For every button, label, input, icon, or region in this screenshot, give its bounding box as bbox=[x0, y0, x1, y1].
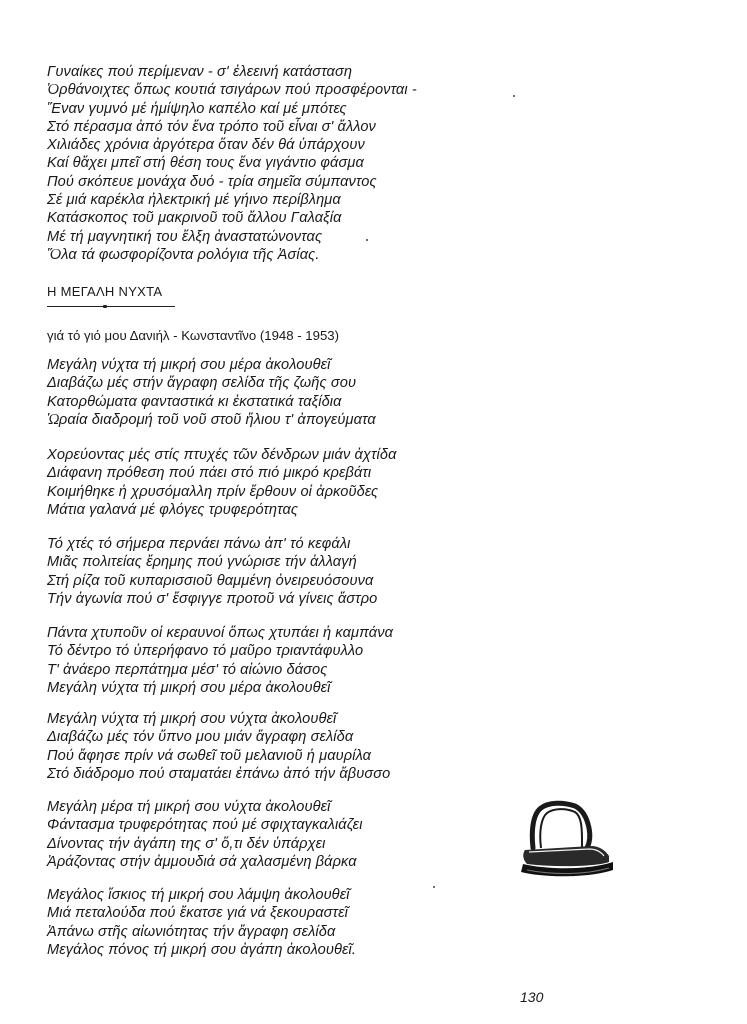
page-number: 130 bbox=[520, 989, 544, 1005]
verse-line: Πού σκόπευε μονάχα δυό - τρία σημεῖα σύμπαντος bbox=[47, 173, 377, 190]
verse-line: Στό πέρασμα ἀπό τόν ἕνα τρόπο τοῦ εἶναι σ' ἄλλον bbox=[47, 118, 376, 135]
verse-line: Γυναίκες πού περίμεναν - σ' ἐλεεινή κατάσταση bbox=[47, 64, 353, 80]
verse-line: Ἕναν γυμνό μέ ἡμίψηλο καπέλο καί μέ μπότες bbox=[47, 100, 347, 117]
verse-line: Μεγάλη νύχτα τή μικρή σου μέρα ἀκολουθεῖ bbox=[47, 357, 331, 373]
verse-line: Μάτια γαλανά μέ φλόγες τρυφερότητας bbox=[47, 501, 299, 518]
ink-speck bbox=[433, 886, 435, 888]
verse-line: Σέ μιά καρέκλα ἠλεκτρική μέ γήινο περίβλημα bbox=[47, 192, 341, 209]
poem-dedication: γιά τό γιό μου Δανιήλ - Κωνσταντῖνο (1948 - 1953) bbox=[47, 328, 340, 343]
intro-stanza bbox=[47, 63, 417, 264]
stanza-6 bbox=[47, 798, 363, 871]
verse-line: Τ' ἀνάερο περπάτημα μέσ' τό αἰώνιο δάσος bbox=[47, 661, 328, 678]
stanza-5 bbox=[47, 710, 390, 783]
verse-line: Ἀπάνω στῆς αἰωνιότητας τήν ἄγραφη σελίδα bbox=[47, 923, 336, 940]
verse-line: Κατορθώματα φανταστικά κι ἐκστατικά ταξίδια bbox=[47, 393, 342, 410]
verse-line: Ἀράζοντας στήν ἀμμουδιά σά χαλασμένη βάρκα bbox=[47, 853, 357, 870]
verse-line: Δίνοντας τήν ἀγάπη της σ' ὅ,τι δέν ὑπάρχει bbox=[47, 835, 326, 852]
verse-line: Μέ τή μαγνητική του ἕλξη ἀναστατώνοντας bbox=[47, 228, 323, 245]
verse-line: Διαβάζω μές τόν ὕπνο μου μιάν ἄγραφη σελίδα bbox=[47, 729, 354, 746]
verse-line: Τό δέντρο τό ὑπερήφανο τό μαῦρο τριαντάφυλλο bbox=[47, 643, 364, 660]
verse-line: Κοιμήθηκε ἡ χρυσόμαλλη πρίν ἔρθουν οἱ ἀρκοῦδες bbox=[47, 483, 379, 500]
stanza-3 bbox=[47, 535, 377, 608]
stanza-4 bbox=[47, 624, 393, 697]
verse-line: Μιά πεταλούδα πού ἔκατσε γιά νά ξεκουραστεῖ bbox=[47, 905, 348, 922]
verse-line: Χορεύοντας μές στίς πτυχές τῶν δένδρων μιάν ἀχτίδα bbox=[47, 447, 397, 463]
stanza-7 bbox=[47, 886, 356, 959]
verse-line: Διάφανη πρόθεση πού πάει στό πιό μικρό κρεβάτι bbox=[47, 465, 372, 482]
title-underline bbox=[47, 306, 175, 307]
ink-speck bbox=[513, 95, 515, 97]
verse-line: Ὅλα τά φωσφορίζοντα ρολόγια τῆς Ἀσίας. bbox=[47, 246, 320, 263]
verse-line: Πού ἄφησε πρίν νά σωθεῖ τοῦ μελανιοῦ ἡ μαυρίλα bbox=[47, 747, 372, 764]
verse-line: Πάντα χτυποῦν οἱ κεραυνοί ὅπως χτυπάει ἡ καμπάνα bbox=[47, 625, 394, 641]
verse-line: Ὡραία διαδρομή τοῦ νοῦ στοῦ ἥλιου τ' ἀπογεύματα bbox=[47, 411, 376, 428]
verse-line: Μεγάλος ἴσκιος τή μικρή σου λάμψη ἀκολουθεῖ bbox=[47, 887, 350, 903]
verse-line: Μεγάλη μέρα τή μικρή σου νύχτα ἀκολουθεῖ bbox=[47, 799, 331, 815]
verse-line: Τό χτές τό σήμερα περνάει πάνω ἀπ' τό κεφάλι bbox=[47, 536, 351, 552]
verse-line: Κατάσκοπος τοῦ μακρινοῦ τοῦ ἄλλου Γαλαξία bbox=[47, 210, 342, 227]
title-ornament bbox=[103, 305, 107, 308]
verse-line: Καί θἄχει μπεῖ στή θέση τους ἕνα γιγάντιο φάσμα bbox=[47, 155, 364, 172]
verse-line: Ὀρθάνοιχτες ὅπως κουτιά τσιγάρων πού προσφέρονται - bbox=[47, 82, 417, 99]
verse-line: Χιλιάδες χρόνια ἀργότερα ὅταν δέν θά ὑπάρχουν bbox=[47, 137, 365, 154]
verse-line: Φάντασμα τρυφερότητας πού μέ σφιχταγκαλιάζει bbox=[47, 817, 363, 834]
poem-title: Η ΜΕΓΑΛΗ ΝΥΧΤΑ bbox=[47, 284, 163, 299]
verse-line: Στό διάδρομο πού σταματάει ἐπάνω ἀπό τήν ἄβυσσο bbox=[47, 765, 391, 782]
flat-iron-icon bbox=[519, 800, 617, 882]
verse-line: Διαβάζω μές στήν ἄγραφη σελίδα τῆς ζωῆς σου bbox=[47, 375, 357, 392]
verse-line: Μεγάλη νύχτα τή μικρή σου μέρα ἀκολουθεῖ bbox=[47, 679, 331, 696]
verse-line: Στή ρίζα τοῦ κυπαρισσιοῦ θαμμένη ὀνειρευόσουνα bbox=[47, 572, 374, 589]
stanza-1 bbox=[47, 356, 376, 429]
verse-line: Μεγάλος πόνος τή μικρή σου ἀγάπη ἀκολουθεῖ. bbox=[47, 941, 357, 958]
ink-speck bbox=[366, 239, 368, 241]
stanza-2 bbox=[47, 446, 397, 519]
verse-line: Μεγάλη νύχτα τή μικρή σου νύχτα ἀκολουθεῖ bbox=[47, 711, 337, 727]
verse-line: Μιᾶς πολιτείας ἔρημης πού γνώρισε τήν ἀλλαγή bbox=[47, 554, 357, 571]
verse-line: Τήν ἀγωνία πού σ' ἔσφιγγε προτοῦ νά γίνεις ἄστρο bbox=[47, 590, 378, 607]
